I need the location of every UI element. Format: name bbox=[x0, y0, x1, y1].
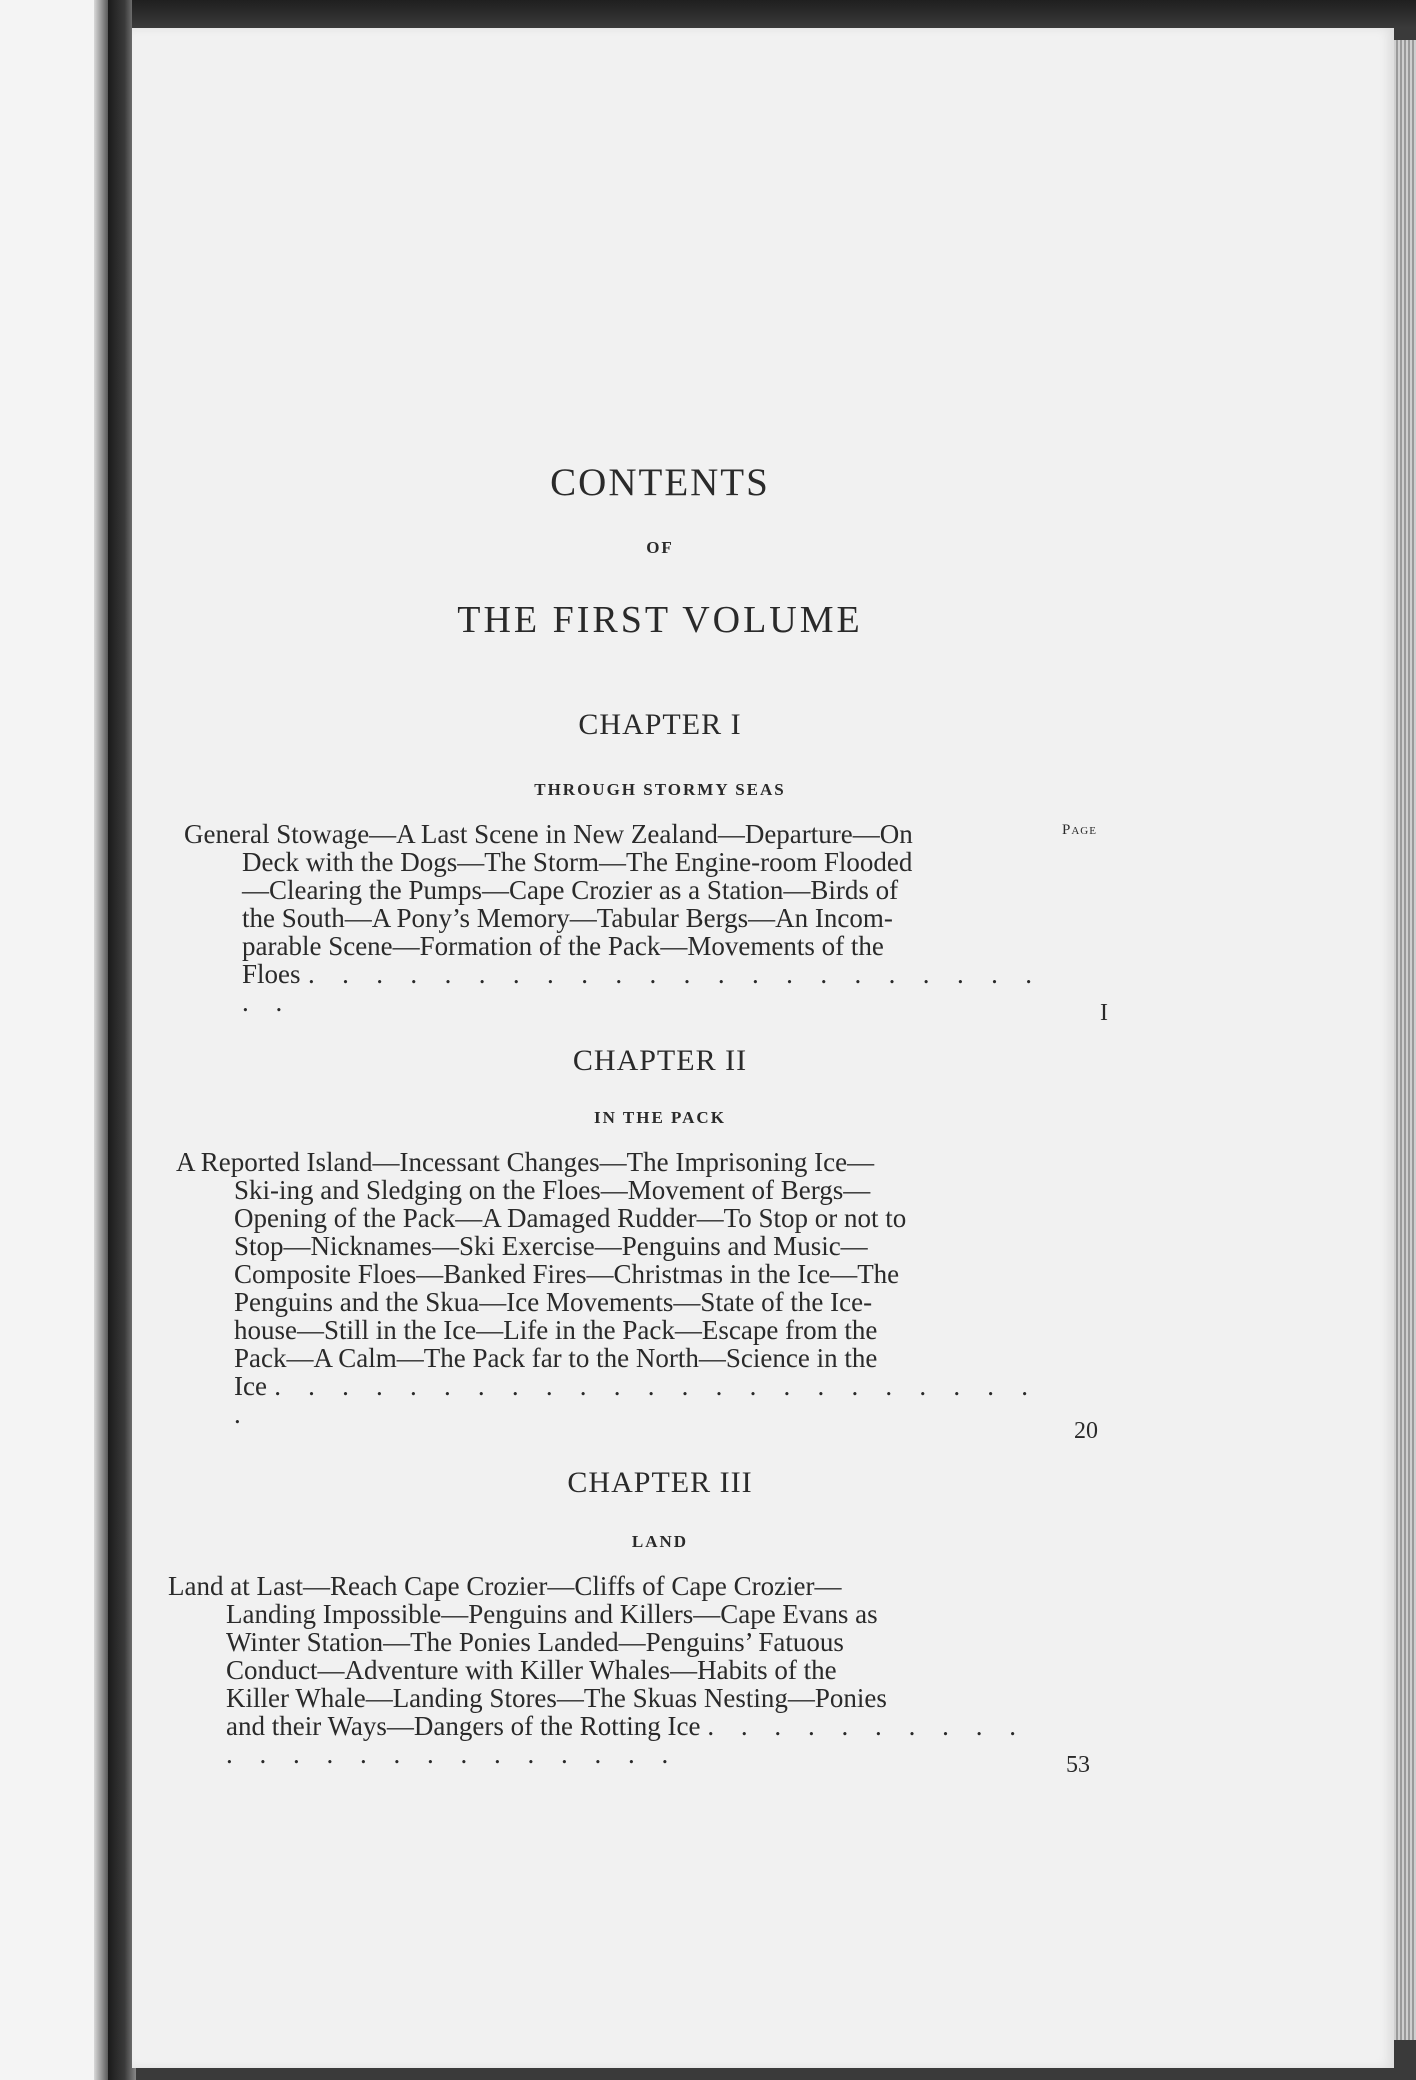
chapter-2-synopsis bbox=[176, 1147, 1039, 1429]
contents-of: OF bbox=[646, 538, 674, 557]
chapter-2-title: CHAPTER II bbox=[572, 1044, 748, 1077]
top-shadow bbox=[132, 0, 1416, 28]
synopsis-line: Floes . . . . . . . . . . . . . . . . . . . . . . . . bbox=[242, 959, 1043, 1017]
synopsis-line: Deck with the Dogs—The Storm—The Engine-room Flooded bbox=[242, 847, 913, 877]
synopsis-line: Land at Last—Reach Cape Crozier—Cliffs of Cape Crozier— bbox=[168, 1571, 842, 1601]
chapter-1-title: CHAPTER I bbox=[578, 708, 742, 741]
chapter-3-subtitle: LAND bbox=[631, 1532, 689, 1551]
synopsis-line: A Reported Island—Incessant Changes—The Imprisoning Ice— bbox=[176, 1147, 875, 1177]
synopsis-line: Penguins and the Skua—Ice Movements—State of the Ice- bbox=[234, 1287, 873, 1317]
synopsis-line: Conduct—Adventure with Killer Whales—Habits of the bbox=[226, 1655, 837, 1685]
synopsis-line: house—Still in the Ice—Life in the Pack—Escape from the bbox=[234, 1315, 878, 1345]
chapter-3-synopsis bbox=[168, 1571, 1027, 1769]
chapter-3-page-number: 53 bbox=[1066, 1752, 1090, 1778]
synopsis-line: Landing Impossible—Penguins and Killers—Cape Evans as bbox=[226, 1599, 878, 1629]
previous-page-edge bbox=[0, 0, 108, 2080]
synopsis-line: parable Scene—Formation of the Pack—Movements of the bbox=[242, 931, 884, 961]
volume-title: THE FIRST VOLUME bbox=[457, 599, 863, 641]
synopsis-line: and their Ways—Dangers of the Rotting Ice . . . . . . . . . . . . . . . . . . . . . . . . bbox=[226, 1711, 1027, 1769]
chapter-1-synopsis bbox=[184, 819, 1043, 1017]
synopsis-line: Killer Whale—Landing Stores—The Skuas Nesting—Ponies bbox=[226, 1683, 887, 1713]
synopsis-line: —Clearing the Pumps—Cape Crozier as a Station—Birds of bbox=[242, 875, 899, 905]
page-edges bbox=[1394, 40, 1416, 2040]
synopsis-line: the South—A Pony’s Memory—Tabular Bergs—An Incom- bbox=[242, 903, 893, 933]
chapter-2-subtitle: IN THE PACK bbox=[594, 1108, 726, 1127]
chapter-3-title: CHAPTER III bbox=[567, 1466, 753, 1499]
page-gutter bbox=[94, 0, 108, 2080]
synopsis-line: Stop—Nicknames—Ski Exercise—Penguins and Music— bbox=[234, 1231, 868, 1261]
leader-dots: . . . . . . . . . . . . . . . . . . . . . . . . bbox=[234, 1371, 1039, 1429]
chapter-2-page-number: 20 bbox=[1074, 1418, 1098, 1444]
leader-dots: . . . . . . . . . . . . . . . . . . . . . . . . bbox=[226, 1711, 1027, 1769]
synopsis-line: Ice . . . . . . . . . . . . . . . . . . . . . . . . bbox=[234, 1371, 1039, 1429]
leader-dots: . . . . . . . . . . . . . . . . . . . . . . . . bbox=[242, 959, 1043, 1017]
synopsis-line: Pack—A Calm—The Pack far to the North—Science in the bbox=[234, 1343, 878, 1373]
chapter-1-page-number: I bbox=[1100, 1000, 1108, 1026]
synopsis-line: Opening of the Pack—A Damaged Rudder—To Stop or not to bbox=[234, 1203, 907, 1233]
synopsis-line: Ski-ing and Sledging on the Floes—Movement of Bergs— bbox=[234, 1175, 871, 1205]
synopsis-line: Winter Station—The Ponies Landed—Penguins’ Fatuous bbox=[226, 1627, 844, 1657]
synopsis-line: General Stowage—A Last Scene in New Zealand—Departure—On bbox=[184, 819, 913, 849]
contents-title: CONTENTS bbox=[550, 461, 770, 504]
chapter-1-subtitle: THROUGH STORMY SEAS bbox=[534, 780, 786, 799]
synopsis-line: Composite Floes—Banked Fires—Christmas in the Ice—The bbox=[234, 1259, 900, 1289]
page-column-label: Page bbox=[1062, 822, 1097, 838]
